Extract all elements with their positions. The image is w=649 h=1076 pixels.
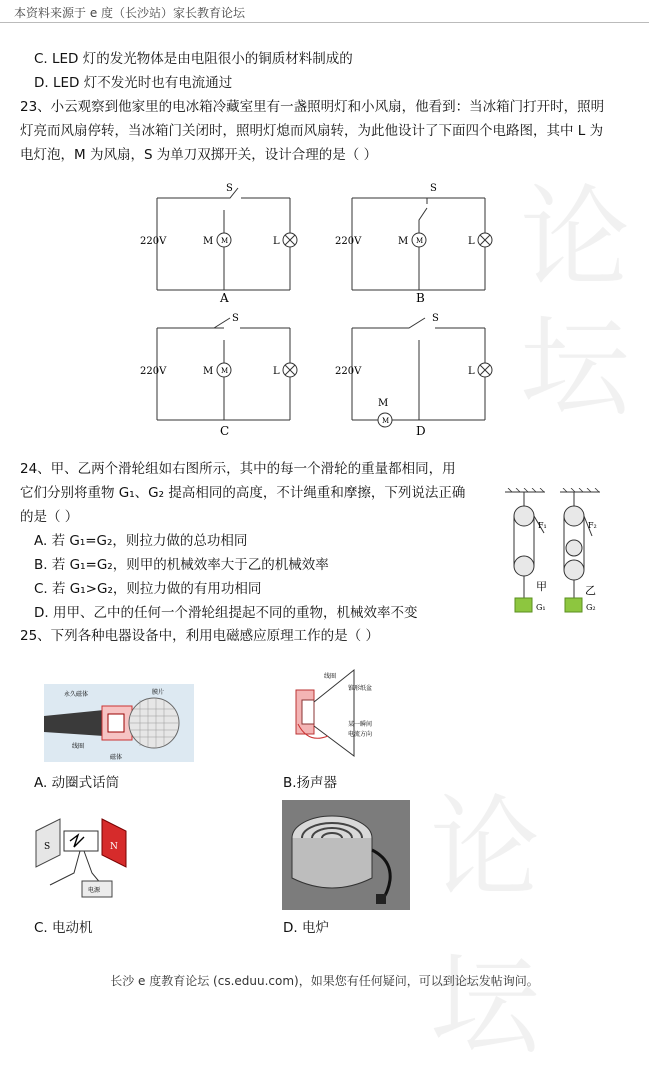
pulley-f1-label: F₁: [538, 521, 547, 530]
circuit-d-voltage: 220V: [335, 366, 362, 377]
watermark: 坛: [520, 304, 630, 432]
speaker-label-cone: 锥形纸盆: [348, 685, 373, 692]
circuit-c-voltage: 220V: [140, 366, 167, 377]
q25-option-a: A. 动圈式话筒: [34, 775, 120, 791]
q24-text-1: 24、甲、乙两个滑轮组如右图所示，其中的每一个滑轮的重量都相同，用: [20, 461, 456, 477]
stove-image: [282, 800, 410, 910]
weight-g1: [515, 598, 532, 612]
circuit-b-voltage: 220V: [335, 236, 362, 247]
circuit-b-s-label: S: [430, 183, 437, 194]
circuit-diagrams: [140, 180, 510, 440]
q25-option-c: C. 电动机: [34, 920, 93, 936]
q25-option-d: D. 电炉: [283, 920, 329, 936]
q24-option-a: A. 若 G₁=G₂，则拉力做的总功相同: [34, 533, 248, 549]
pulley-jia-label: 甲: [536, 580, 547, 593]
circuit-c-m-label: M: [203, 366, 214, 377]
page-header: 本资料来源于 e 度（长沙站）家长教育论坛: [14, 6, 246, 20]
circuit-c-motor-symbol: M: [221, 367, 229, 375]
q24-option-c: C. 若 G₁>G₂，则拉力做的有用功相同: [34, 581, 262, 597]
q24-option-b: B. 若 G₁=G₂，则甲的机械效率大于乙的机械效率: [34, 557, 329, 573]
circuit-d-l-label: L: [468, 366, 475, 377]
pulley-yi-label: 乙: [585, 584, 596, 597]
q23-text-1: 23、小云观察到他家里的电冰箱冷藏室里有一盏照明灯和小风扇，他看到：当冰箱门打开时，照明: [20, 99, 605, 115]
circuit-d-s-label: S: [432, 313, 439, 324]
page-footer: 长沙 e 度教育论坛 (cs.eduu.com)，如果您有任何疑问，可以到论坛发帖询问。: [110, 974, 539, 988]
pulley-g2-label: G₂: [586, 603, 596, 612]
circuit-d-label: D: [416, 424, 426, 438]
circuit-c-l-label: L: [273, 366, 280, 377]
motor-label-s: S: [44, 842, 51, 852]
watermark: 论坛: [430, 784, 540, 1070]
q25-text: 25、下列各种电器设备中，利用电磁感应原理工作的是（ ）: [20, 628, 379, 644]
q22-option-c: C. LED 灯的发光物体是由电阻很小的铜质材料制成的: [34, 51, 353, 67]
mic-label-magnet: 永久磁体: [64, 691, 89, 698]
circuit-a-voltage: 220V: [140, 236, 167, 247]
speaker-label-instant: 某一瞬间: [348, 721, 373, 728]
pulley-f2-label: F₂: [588, 521, 597, 530]
microphone-image: [44, 684, 194, 762]
circuit-b-l-label: L: [468, 236, 475, 247]
pulley-g1-label: G₁: [536, 603, 546, 612]
motor-label-n: N: [110, 842, 118, 852]
speaker-label-coil: 线圈: [324, 673, 337, 680]
mic-label-coil: 线圈: [72, 743, 85, 750]
circuit-b-label: B: [416, 291, 425, 305]
q24-text-2: 它们分别将重物 G₁、G₂ 提高相同的高度，不计绳重和摩擦，下列说法正确: [20, 485, 466, 501]
motor-image: [30, 815, 138, 907]
mic-label-body: 磁体: [110, 754, 123, 761]
watermark: 论: [520, 174, 630, 302]
mic-label-diaphragm: 膜片: [152, 689, 165, 696]
q24-text-3: 的是（ ）: [20, 509, 79, 525]
circuit-a-label: A: [220, 291, 229, 305]
circuit-a-l-label: L: [273, 236, 280, 247]
circuit-a-s-label: S: [226, 183, 233, 194]
circuit-c-s-label: S: [232, 313, 239, 324]
weight-g2: [565, 598, 582, 612]
speaker-image: [292, 664, 384, 764]
pulley-figure: [500, 488, 620, 618]
motor-label-power: 电源: [88, 887, 101, 894]
circuit-a-m-label: M: [203, 236, 214, 247]
q23-text-2: 灯亮而风扇停转，当冰箱门关闭时，照明灯熄而风扇转，为此他设计了下面四个电路图，其中 L 为: [20, 123, 604, 139]
q25-option-b: B.扬声器: [283, 775, 338, 791]
header-divider: [0, 22, 649, 23]
q24-option-d: D. 用甲、乙中的任何一个滑轮组提起不同的重物，机械效率不变: [34, 605, 418, 621]
q22-option-d: D. LED 灯不发光时也有电流通过: [34, 75, 233, 91]
circuit-d-m-label: M: [378, 398, 389, 409]
circuit-c-label: C: [220, 424, 230, 438]
circuit-d-motor-symbol: M: [382, 417, 390, 425]
q23-text-3: 电灯泡，M 为风扇，S 为单刀双掷开关，设计合理的是（ ）: [20, 147, 378, 163]
circuit-b-m-label: M: [398, 236, 409, 247]
circuit-b-motor-symbol: M: [416, 237, 424, 245]
speaker-label-current: 电流方向: [348, 731, 373, 738]
circuit-a-motor-symbol: M: [221, 237, 229, 245]
